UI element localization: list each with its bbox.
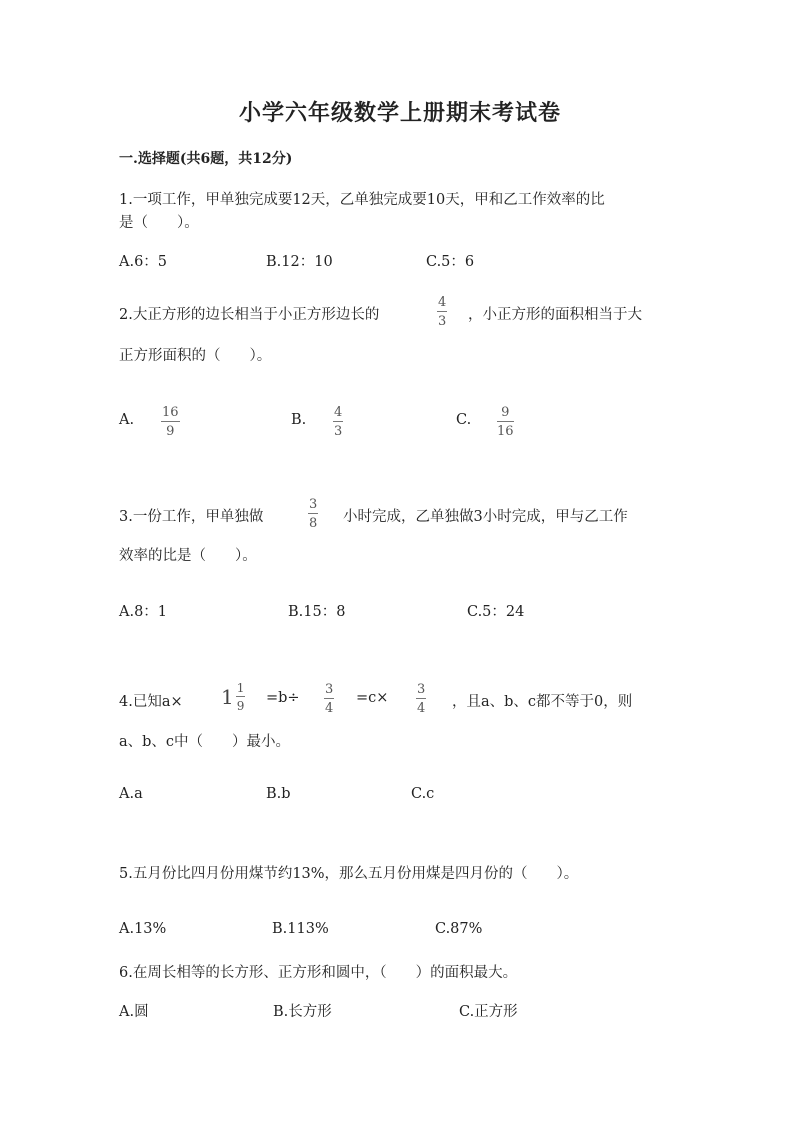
fraction-numerator: 9 xyxy=(501,405,510,420)
q5-option-b[interactable]: B.113% xyxy=(272,921,329,937)
q1-text-line1: 1.一项工作，甲单独完成要12天，乙单独完成要10天，甲和乙工作效率的比 xyxy=(119,192,605,208)
q6-option-b[interactable]: B.长方形 xyxy=(273,1004,332,1020)
fraction-denominator: 8 xyxy=(309,516,318,531)
q2-text-part2: ，小正方形的面积相当于大 xyxy=(468,307,642,323)
fraction-numerator: 3 xyxy=(309,497,318,512)
q3-option-b[interactable]: B.15：8 xyxy=(288,604,346,620)
q6-text-line1: 6.在周长相等的长方形、正方形和圆中，（ ）的面积最大。 xyxy=(119,965,518,981)
q1-option-c[interactable]: C.5：6 xyxy=(426,254,475,270)
q4-option-a[interactable]: A.a xyxy=(119,786,143,802)
q2-option-c-fraction[interactable] xyxy=(497,406,514,438)
q2-option-b-label[interactable]: B. xyxy=(291,412,307,428)
q4-option-b[interactable]: B.b xyxy=(266,786,291,802)
q4-option-c[interactable]: C.c xyxy=(411,786,435,802)
fraction-denominator: 3 xyxy=(438,314,447,329)
mixed-whole: 1 xyxy=(221,685,234,709)
fraction-numerator: 16 xyxy=(162,405,179,420)
fraction-denominator: 9 xyxy=(166,424,175,439)
q3-option-c[interactable]: C.5：24 xyxy=(467,604,525,620)
q3-text-line2: 效率的比是（ ）。 xyxy=(119,548,257,564)
q4-text-part3: =c× xyxy=(356,690,389,706)
fraction-numerator: 4 xyxy=(438,295,447,310)
fraction-numerator: 3 xyxy=(417,682,426,697)
q4-mixed-number xyxy=(221,682,245,712)
q3-text-part1: 3.一份工作，甲单独做 xyxy=(119,509,264,525)
q5-text-line1: 5.五月份比四月份用煤节约13%，那么五月份用煤是四月份的（ ）。 xyxy=(119,866,579,882)
q2-option-a-label[interactable]: A. xyxy=(119,412,135,428)
q4-text-part2: =b÷ xyxy=(266,690,300,706)
q3-text-part2: 小时完成，乙单独做3小时完成，甲与乙工作 xyxy=(343,509,628,525)
fraction-denominator: 4 xyxy=(417,701,426,716)
section-heading: 一.选择题(共6题，共12分) xyxy=(119,151,293,167)
q5-option-c[interactable]: C.87% xyxy=(435,921,483,937)
q2-option-b-fraction[interactable] xyxy=(333,406,343,438)
q6-option-a[interactable]: A.圆 xyxy=(119,1004,149,1020)
page-title: 小学六年级数学上册期末考试卷 xyxy=(238,100,561,126)
q4-fraction-1 xyxy=(324,683,334,715)
q3-fraction xyxy=(308,498,318,530)
q2-text-line2: 正方形面积的（ ）。 xyxy=(119,348,272,364)
fraction-numerator: 1 xyxy=(236,681,245,695)
q1-text-line2: 是（ ）。 xyxy=(119,215,199,231)
q2-fraction xyxy=(437,296,447,328)
q2-text-part1: 2.大正方形的边长相当于小正方形边长的 xyxy=(119,307,380,323)
q4-fraction-2 xyxy=(416,683,426,715)
q4-text-part1: 4.已知a× xyxy=(119,694,183,710)
q3-option-a[interactable]: A.8：1 xyxy=(119,604,168,620)
q6-option-c[interactable]: C.正方形 xyxy=(459,1004,518,1020)
fraction-denominator: 16 xyxy=(497,424,514,439)
q4-text-line2: a、b、c中（ ）最小。 xyxy=(119,734,291,750)
q2-option-c-label[interactable]: C. xyxy=(456,412,472,428)
fraction-denominator: 3 xyxy=(334,424,343,439)
fraction-denominator: 9 xyxy=(236,699,245,713)
q2-option-a-fraction[interactable] xyxy=(161,406,180,438)
fraction-numerator: 4 xyxy=(334,405,343,420)
fraction-numerator: 3 xyxy=(325,682,334,697)
q5-option-a[interactable]: A.13% xyxy=(119,921,167,937)
q4-text-part4: ，且a、b、c都不等于0，则 xyxy=(452,694,633,710)
q1-option-a[interactable]: A.6：5 xyxy=(119,254,168,270)
q1-option-b[interactable]: B.12：10 xyxy=(266,254,333,270)
mixed-fraction xyxy=(236,682,246,712)
fraction-denominator: 4 xyxy=(325,701,334,716)
